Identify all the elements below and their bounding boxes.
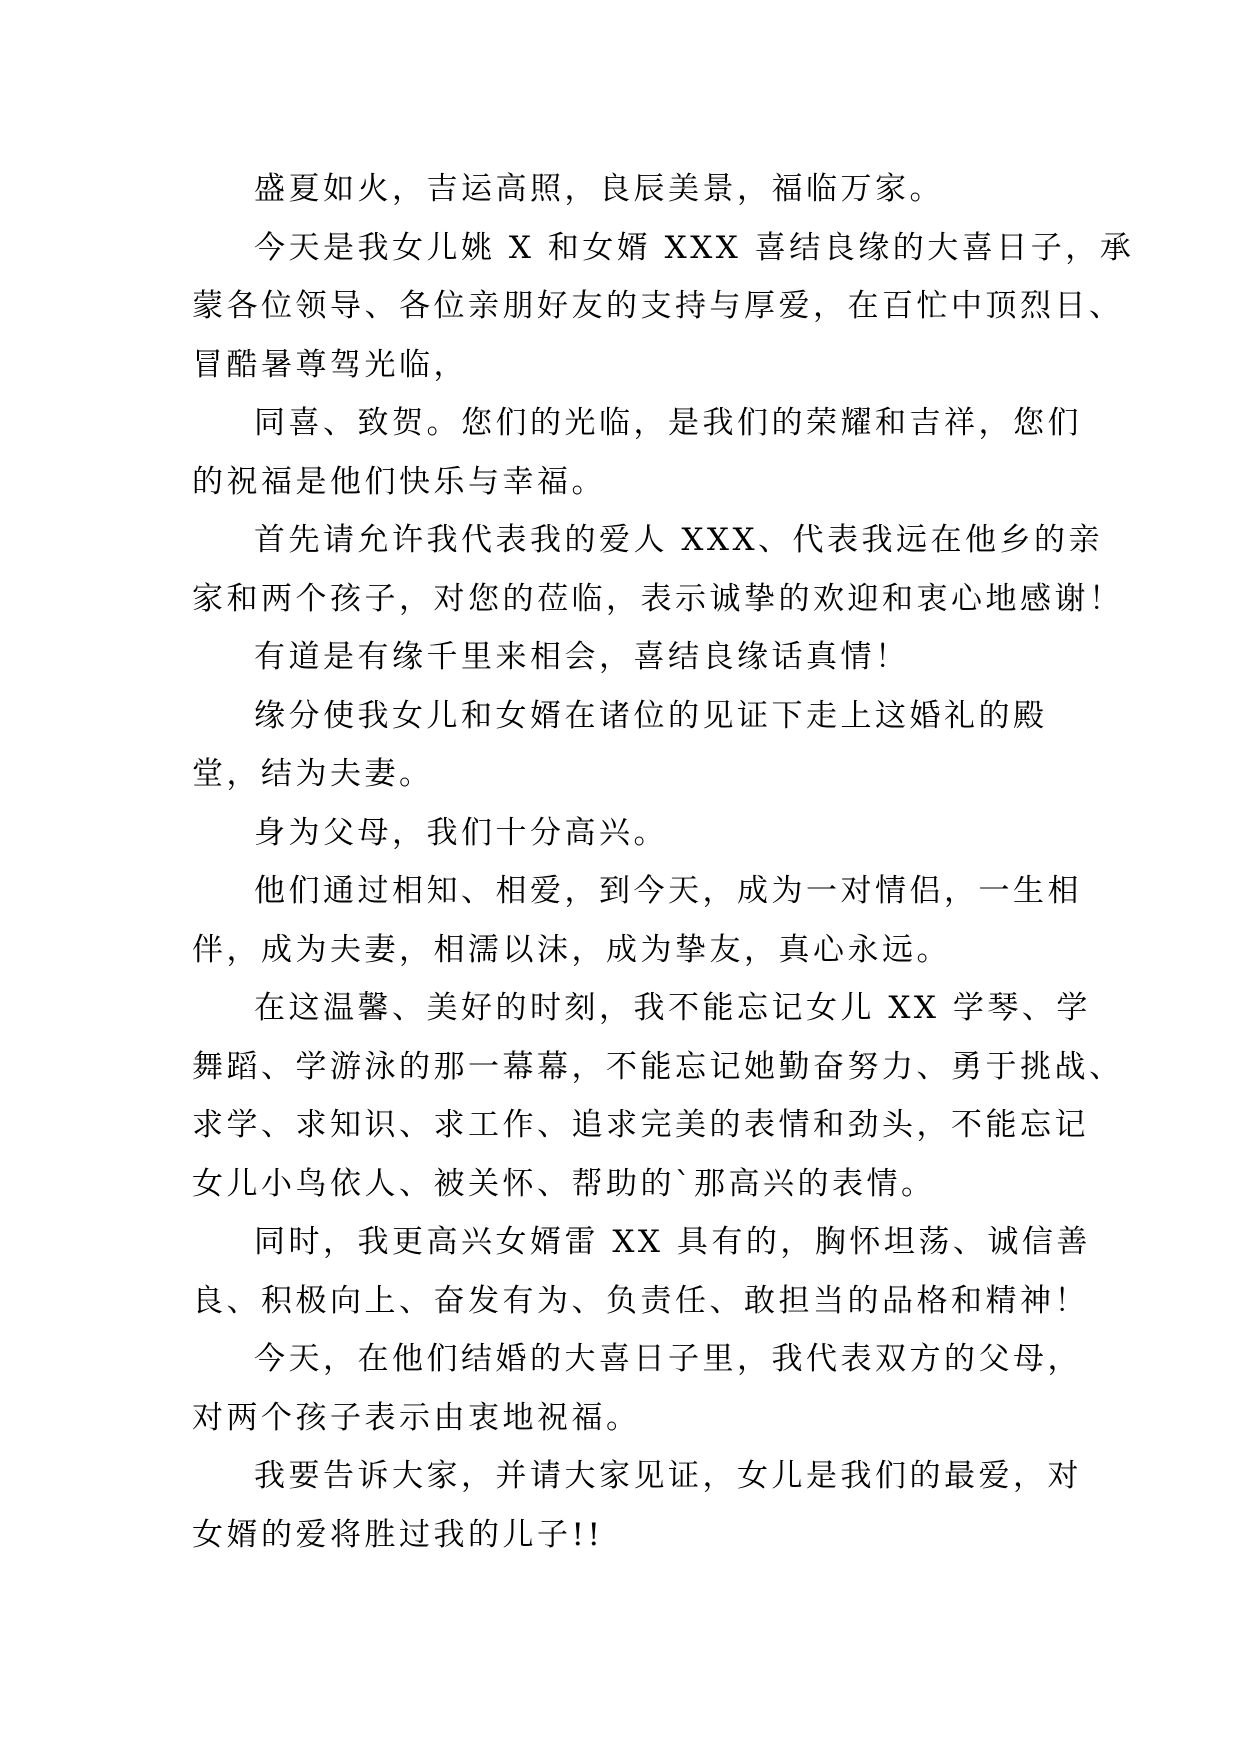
- text-line: 蒙各位领导、各位亲朋好友的支持与厚爱，在百忙中顶烈日、: [192, 288, 1124, 324]
- paragraph: [192, 979, 1124, 1213]
- text-line: 我要告诉大家，并请大家见证，女儿是我们的最爱，对: [254, 1458, 1082, 1494]
- paragraph: [192, 804, 1060, 863]
- text-line: 的祝福是他们快乐与幸福。: [192, 463, 606, 500]
- text-line: 舞蹈、学游泳的那一幕幕，不能忘记她勤奋努力、勇于挑战、: [192, 1048, 1124, 1085]
- text-line: 今天是我女儿姚 X 和女婿 XXX 喜结良缘的大喜日子，承: [254, 229, 1135, 266]
- text-line: 他们通过相知、相爱，到今天，成为一对情侣，一生相: [254, 873, 1082, 909]
- paragraph: [192, 160, 1060, 219]
- text-line: 今天，在他们结婚的大喜日子里，我代表双方的父母，: [254, 1341, 1082, 1377]
- paragraph: [192, 628, 1060, 687]
- text-line: 伴，成为夫妻，相濡以沫，成为挚友，真心永远。: [192, 931, 951, 968]
- paragraph: [192, 219, 1135, 395]
- text-line: 家和两个孩子，对您的莅临，表示诚挚的欢迎和衷心地感谢！: [192, 580, 1124, 617]
- text-line: 对两个孩子表示由衷地祝福。: [192, 1399, 641, 1436]
- paragraph: [192, 394, 1082, 511]
- text-line: 首先请允许我代表我的爱人 XXX、代表我远在他乡的亲: [254, 522, 1104, 558]
- document-body: [192, 160, 1135, 1564]
- text-line: 求学、求知识、求工作、追求完美的表情和劲头，不能忘记: [192, 1107, 1089, 1143]
- paragraph: [192, 1330, 1082, 1447]
- text-line: 身为父母，我们十分高兴。: [254, 814, 668, 851]
- text-line: 同时，我更高兴女婿雷 XX 具有的，胸怀坦荡、诚信善: [254, 1224, 1091, 1260]
- text-line: 良、积极向上、奋发有为、负责任、敢担当的品格和精神！: [192, 1282, 1089, 1319]
- paragraph: [192, 1447, 1082, 1564]
- text-line: 缘分使我女儿和女婿在诸位的见证下走上这婚礼的殿: [254, 697, 1048, 734]
- text-line: 女婿的爱将胜过我的儿子!!: [192, 1516, 604, 1553]
- text-line: 同喜、致贺。您们的光临，是我们的荣耀和吉祥，您们: [254, 405, 1082, 441]
- text-line: 有道是有缘千里来相会，喜结良缘话真情！: [254, 639, 910, 675]
- text-line: 在这温馨、美好的时刻，我不能忘记女儿 XX 学琴、学: [254, 990, 1091, 1026]
- text-line: 女儿小鸟依人、被关怀、帮助的`那高兴的表情。: [192, 1165, 936, 1202]
- paragraph: [192, 862, 1082, 979]
- paragraph: [192, 687, 1060, 804]
- text-line: 盛夏如火，吉运高照，良辰美景，福临万家。: [254, 171, 944, 207]
- paragraph: [192, 511, 1124, 628]
- paragraph: [192, 1213, 1091, 1330]
- text-line: 堂，结为夫妻。: [192, 756, 434, 792]
- text-line: 冒酷暑尊驾光临，: [192, 346, 468, 383]
